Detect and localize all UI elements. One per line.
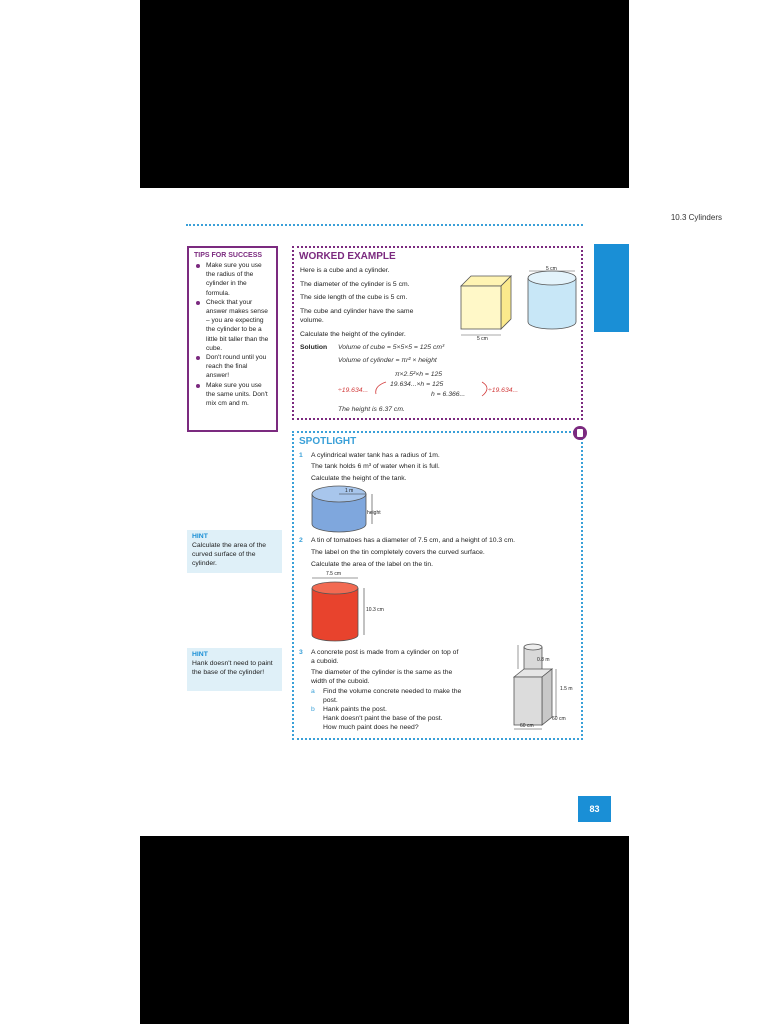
- question-line: Calculate the height of the tank.: [311, 475, 407, 482]
- tip-item: Make sure you use the radius of the cylinder in the formula.: [194, 261, 272, 298]
- question-number: 3: [299, 649, 303, 656]
- cube-side-label: 5 cm: [477, 336, 488, 342]
- tips-for-success-box: [187, 246, 278, 432]
- solution-step: π×2.5²×h = 125: [395, 371, 443, 378]
- worked-line: The cube and cylinder have the same: [300, 308, 414, 315]
- question-number: 1: [299, 452, 303, 459]
- header-divider: [186, 224, 583, 226]
- question-line: post.: [323, 697, 338, 704]
- solution-label: Solution: [300, 344, 328, 351]
- tin-diameter-label: 7.5 cm: [326, 571, 342, 577]
- post-depth-label: 60 cm: [552, 716, 566, 722]
- question-line: A tin of tomatoes has a diameter of 7.5 cm, and a height of 10.3 cm.: [311, 537, 516, 544]
- page-number: 83: [578, 796, 611, 822]
- worked-line: Here is a cube and a cylinder.: [300, 267, 390, 274]
- worked-example-title: WORKED EXAMPLE: [299, 251, 396, 262]
- question-line: Hank paints the post.: [323, 706, 387, 713]
- hint-title: HINT: [192, 533, 208, 540]
- question-line: How much paint does he need?: [323, 724, 419, 731]
- spotlight-box: [292, 431, 583, 740]
- tank-height-label: height: [367, 510, 381, 516]
- worked-line: The side length of the cube is 5 cm.: [300, 294, 408, 301]
- divide-note-left: ÷19.634...: [338, 387, 369, 394]
- divide-note-right: ÷19.634...: [488, 387, 519, 394]
- bottom-black-bar: [140, 836, 629, 1024]
- worked-line: Calculate the height of the cylinder.: [300, 331, 406, 338]
- solution-step: Volume of cube = 5×5×5 = 125 cm³: [338, 344, 445, 351]
- tips-title: TIPS FOR SUCCESS: [194, 252, 263, 259]
- question-line: A cylindrical water tank has a radius of 1m.: [311, 452, 440, 459]
- tank-radius-label: 1 m: [345, 488, 354, 494]
- cylinder-diameter-label: 5 cm: [546, 266, 557, 272]
- post-width-label: 60 cm: [520, 723, 534, 729]
- question-line: The tank holds 6 m³ of water when it is full.: [311, 463, 440, 470]
- worked-answer: The height is 6.37 cm.: [338, 406, 405, 413]
- tip-item: Don't round until you reach the final answer!: [194, 353, 272, 381]
- tip-item: Check that your answer makes sense – you are expecting the cylinder to be a little bit taller than the cube.: [194, 298, 272, 353]
- part-label: a: [311, 688, 315, 695]
- tip-item: Make sure you use the same units. Don't mix cm and m.: [194, 381, 272, 409]
- question-line: a cuboid.: [311, 658, 339, 665]
- tin-height-label: 10.3 cm: [366, 607, 384, 613]
- hint-box: [187, 648, 282, 691]
- worked-line: volume.: [300, 317, 324, 324]
- question-line: The label on the tin completely covers the curved surface.: [311, 549, 485, 556]
- calculator-icon: [573, 426, 587, 440]
- solution-step: h = 6.366...: [431, 391, 466, 398]
- question-line: Find the volume concrete needed to make the: [323, 688, 462, 695]
- tips-list: [194, 261, 272, 408]
- hint-text: Hank doesn't need to paint the base of the cylinder!: [192, 660, 273, 676]
- worked-example-box: [292, 246, 583, 420]
- solution-step: Volume of cylinder = πr² × height: [338, 357, 437, 364]
- question-line: The diameter of the cylinder is the same as the: [311, 669, 453, 676]
- question-number: 2: [299, 537, 303, 544]
- hint-title: HINT: [192, 651, 208, 658]
- question-line: width of the cuboid.: [311, 678, 370, 685]
- part-label: b: [311, 706, 315, 713]
- cube-and-cylinder-figure: [456, 264, 580, 344]
- solution-step: 19.634...×h = 125: [390, 381, 444, 388]
- post-cylinder-height-label: 0.8 m: [537, 657, 550, 663]
- post-cuboid-height-label: 1.5 m: [560, 686, 573, 692]
- question-line: A concrete post is made from a cylinder on top of: [311, 649, 459, 656]
- worked-line: The diameter of the cylinder is 5 cm.: [300, 281, 410, 288]
- hint-box: [187, 530, 282, 573]
- chapter-side-tab: [594, 244, 629, 332]
- spotlight-title: SPOTLIGHT: [299, 436, 357, 447]
- top-black-bar: [140, 0, 629, 188]
- hint-text: Calculate the area of the curved surface of the cylinder.: [192, 542, 267, 567]
- section-title: 10.3 Cylinders: [670, 213, 722, 222]
- question-line: Hank doesn't paint the base of the post.: [323, 715, 443, 722]
- question-line: Calculate the area of the label on the tin.: [311, 561, 434, 568]
